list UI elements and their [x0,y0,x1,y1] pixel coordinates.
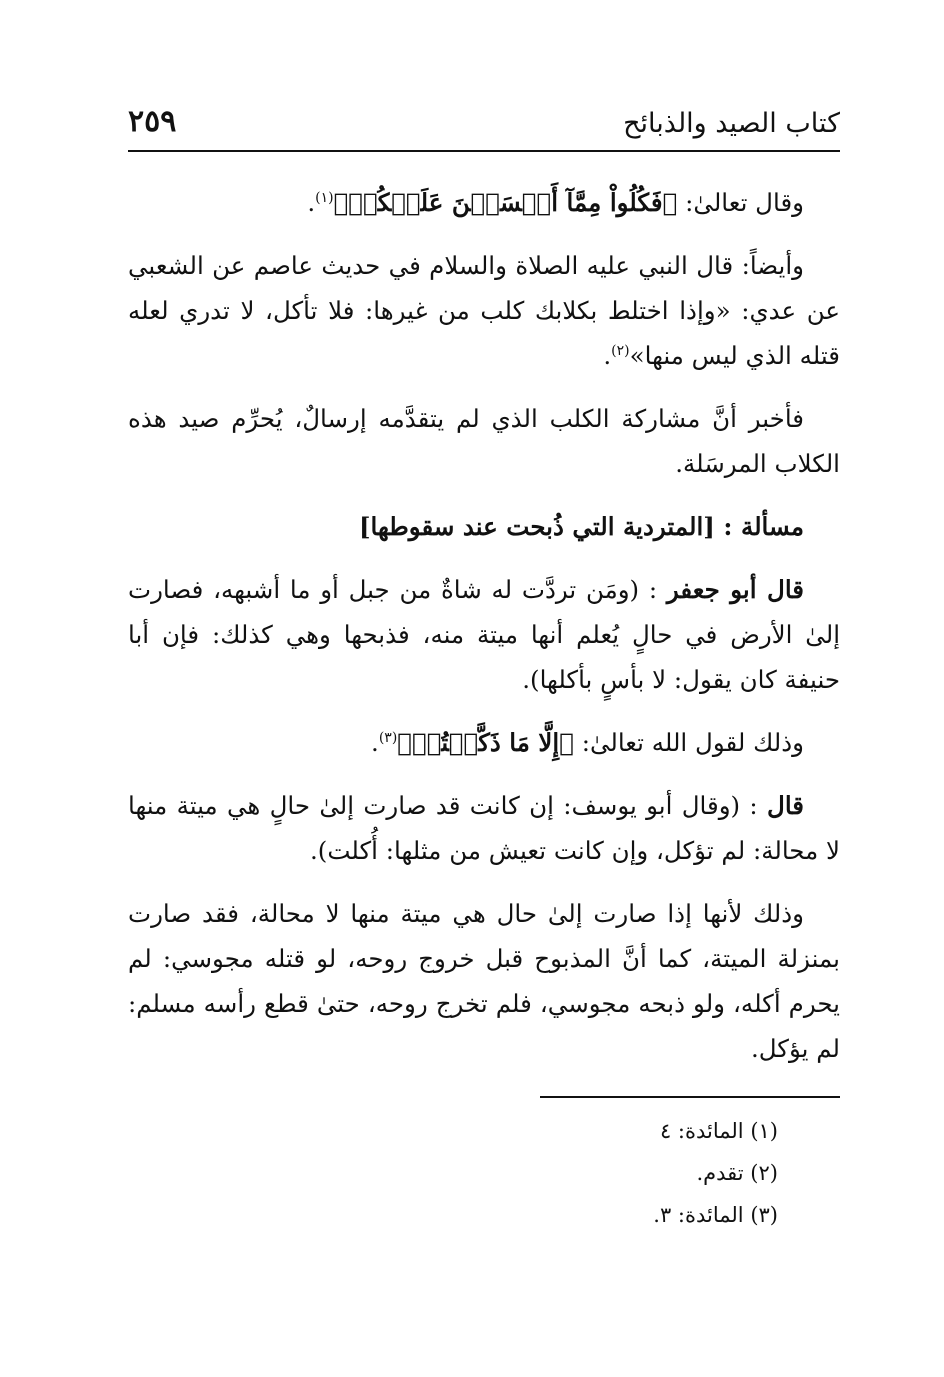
paragraph-reasoning: وذلك لأنها إذا صارت إلىٰ حال هي ميتة منها لا محالة، فقد صارت بمنزلة الميتة، كما أنَّ المذبوح قبل خروج روحه، لو قتله مجوسي: لم يحرم أكله، ولو ذبحه مجوسي، فلم تخرج روحه، حتىٰ قطع رأسه مسلم: لم يؤكل. [128,899,840,1063]
verse-intro-2: وذلك لقول الله تعالىٰ: [573,728,804,757]
paragraph-quran-verse-2 [128,720,840,765]
running-title: كتاب الصيد والذبائح [623,108,840,139]
abu-jafar-text: : (ومَن تردَّت له شاةٌ من جبل أو ما أشبهه، فصارت إلىٰ الأرض في حالٍ يُعلم أنها ميتة منه، فذبحها وهي كذلك: فإن أبا حنيفة كان يقول: لا بأسٍ بأكلها). [128,575,840,694]
paragraph-quran-verse-1 [128,180,840,225]
footnote-2: (٢) تقدم. [696,1161,778,1185]
paragraph-hadith [128,243,840,378]
hadith-text: وأيضاً: قال النبي عليه الصلاة والسلام في حديث عاصم عن الشعبي عن عدي: «وإذا اختلط بكلابك كلب من غيرها: فلا تأكل، لا تدري لعله قتله الذي ليس منها» [128,251,840,370]
main-text [128,180,840,1089]
speaker-label-abu-jafar: قال أبو جعفر [666,575,804,604]
footnote-ref-2: (٢) [611,342,630,359]
footnotes [414,1110,814,1236]
section-heading: مسألة : [المتردية التي ذُبحت عند سقوطها] [358,512,804,541]
quran-verse-1: ﴿فَكُلُواْ مِمَّآ أَمۡسَكۡنَ عَلَيۡكُمۡ﴾ [333,188,678,217]
paragraph-abu-yusuf [128,783,840,873]
footnote-3: (٣) المائدة: ٣. [653,1203,778,1227]
speaker-label-qala: قال [767,791,804,820]
paragraph-explanation: فأخبر أنَّ مشاركة الكلب الذي لم يتقدَّمه إرسالٌ، يُحرِّم صيد هذه الكلاب المرسَلة. [128,404,840,478]
quran-verse-2: ﴿إِلَّا مَا ذَكَّيۡتُمۡ﴾ [397,728,574,757]
abu-yusuf-text: : (وقال أبو يوسف: إن كانت قد صارت إلىٰ حالٍ هي ميتة منها لا محالة: لم تؤكل، وإن كانت تعيش من مثلها: أُكلت). [128,791,840,865]
footnote-divider [540,1096,840,1098]
paragraph-abu-jafar [128,567,840,702]
footnote-ref-3: (٣) [378,729,398,746]
page-header [128,100,840,152]
footnote-ref-1: (١) [315,189,334,206]
hadith-end: . [603,341,612,370]
footnote-1: (١) المائدة: ٤ [659,1119,778,1143]
verse-end-1: . [307,188,316,217]
page-number: ٢٥٩ [128,104,177,139]
verse-intro-1: وقال تعالىٰ: [677,188,804,217]
verse-end-2: . [371,728,379,757]
